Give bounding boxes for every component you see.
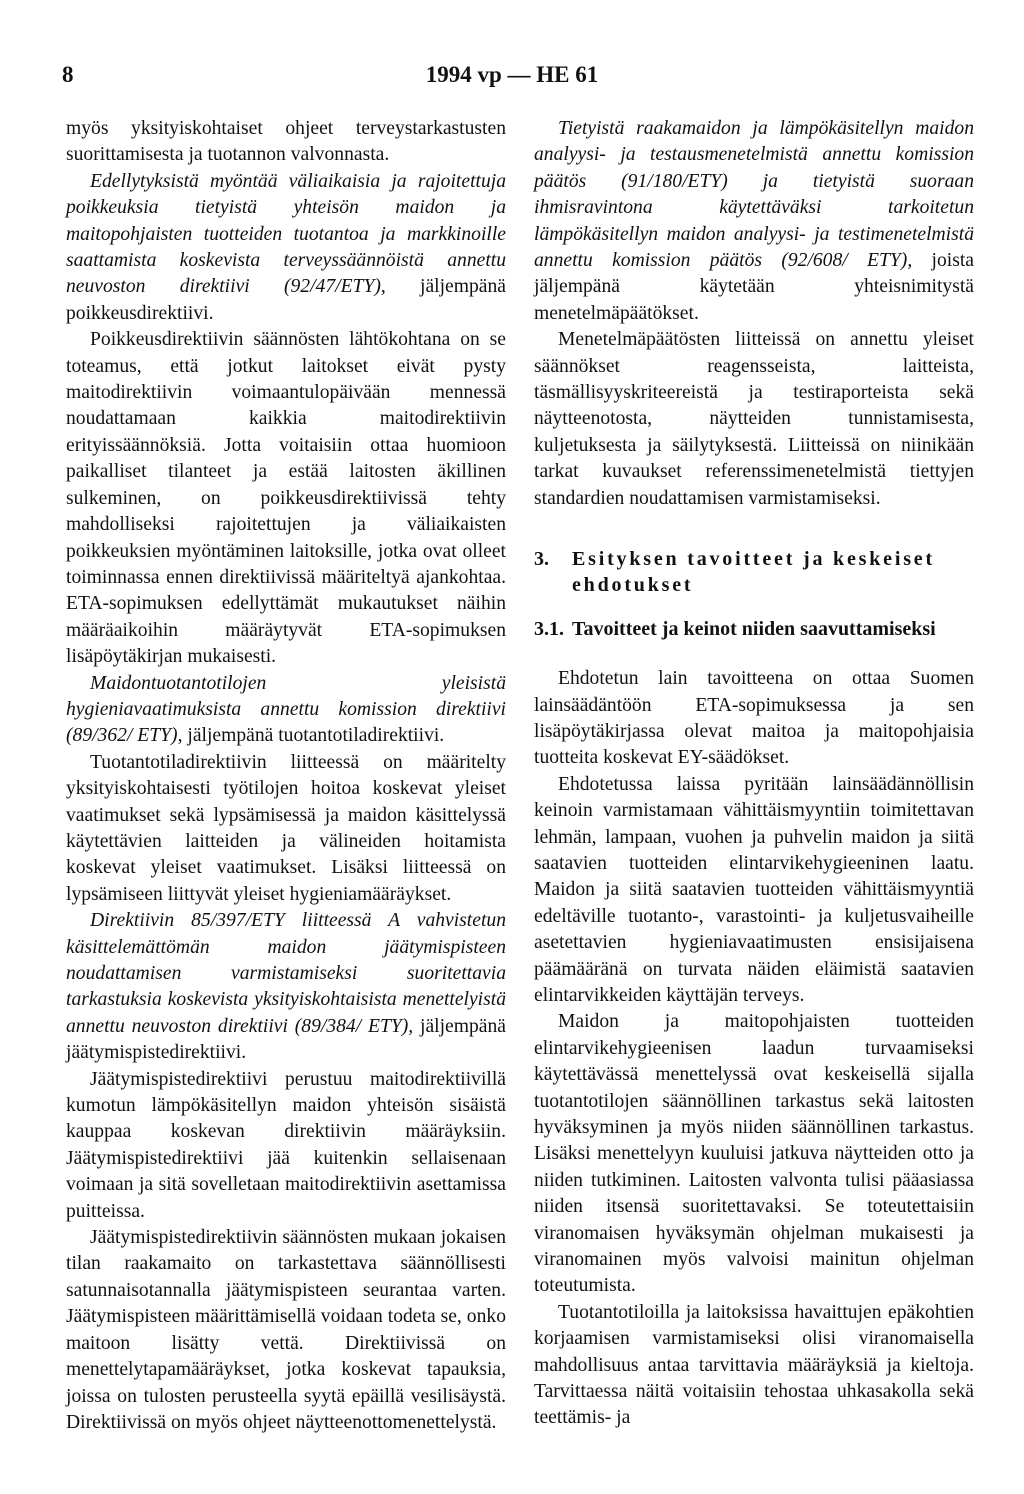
paragraph: Maidon ja maitopohjaisten tuotteiden elintarvikehygieenisen laadun turvaamiseksi käytettävässä menettelyssä ovat keskeisellä sijalla tuotantotilojen säännöllinen tarkastus sekä laitosten hyväksyminen ja myös niiden säännöllinen tarkastus. Lisäksi menettelyyn kuuluisi jatkuva näytteiden otto ja niiden tutkiminen. Laitosten valvonta tulisi pääasiassa niiden itsensä suoritettavaksi. Se toteutettaisiin viranomaisen hyväksymän ohjelman mukaisesti ja viranomainen myös valvoisi mainitun ohjelman toteutumista. xyxy=(534,1011,974,1297)
paragraph: Jäätymispistedirektiivin säännösten mukaan jokaisen tilan raakamaito on tarkastettava säännöllisesti satunnaisotannalla jäätymispisteen seurantaa varten. Jäätymispisteen määrittämisellä voidaan todeta se, onko maitoon lisätty vettä. Direktiivissä on menettelytapamääräykset, jotka koskevat tapauksia, joissa on tulosten perusteella syytä epäillä vesilisäystä. Direktiivissä on myös ohjeet näytteenottomenettelystä. xyxy=(66,1227,506,1433)
paragraph: Poikkeusdirektiivin säännösten lähtökohtana on se toteamus, että jotkut laitokset eivät pysty maitodirektiivin voimaantulopäivään mennessä noudattamaan kaikkia maitodirektiivin erityissäännöksiä. Jotta voitaisiin ottaa huomioon paikalliset tilanteet ja estää laitosten äkillinen sulkeminen, on poikkeusdirektiivissä tehty mahdolliseksi rajoitettujen ja väliaikaisten poikkeuksien myöntäminen laitoksille, jotka ovat olleet toiminnassa ennen direktiivissä määriteltyä ajankohtaa. ETA-sopimuksen edellyttämät mukautukset näihin määräaikoihin määräytyvät ETA-sopimuksen lisäpöytäkirjan mukaisesti. xyxy=(66,329,506,668)
section-number: 3. xyxy=(534,548,549,571)
paragraph: myös yksityiskohtaiset ohjeet terveystarkastusten suorittamisesta ja tuotannon valvonnasta. xyxy=(66,118,506,166)
paragraph: Direktiivin 85/397/ETY liitteessä A vahvistetun käsittelemättömän maidon jäätymispisteen noudattamisen varmistamiseksi suoritettavia tarkastuksia koskevista yksityiskohtaisista menettelyistä annettu neuvoston direktiivi (89/384/ ETY), jäljempänä jäätymispistedirektiivi. xyxy=(66,910,506,1064)
section-heading xyxy=(534,546,974,598)
paragraph: Tuotantotiloilla ja laitoksissa havaittujen epäkohtien korjaamisen varmistamiseksi olisi viranomaisella mahdollisuus antaa tarvittavia määräyksiä ja kieltoja. Tarvittaessa näitä voitaisiin tehostaa uhkasakolla sekä teettämis- ja xyxy=(534,1301,974,1429)
paragraph: Ehdotetun lain tavoitteena on ottaa Suomen lainsäädäntöön ETA-sopimuksessa ja sen lisäpöytäkirjassa olevat maitoa ja maitopohjaisia tuotteita koskevat EY-säädökset. xyxy=(534,668,974,769)
paragraph: Maidontuotantotilojen yleisistä hygieniavaatimuksista annettu komission direktiivi (89/362/ ETY), jäljempänä tuotantotiladirektiivi. xyxy=(66,672,506,747)
subsection-heading xyxy=(534,616,974,642)
left-column xyxy=(66,116,506,1436)
subsection-number: 3.1. xyxy=(534,618,564,641)
paragraph: Tuotantotiladirektiivin liitteessä on määritelty yksityiskohtaisesti työtilojen hoitoa koskevat yleiset vaatimukset sekä lypsämisessä ja maidon käsittelyssä käytettävien laitteiden ja välineiden hoitamista koskevat yleiset vaatimukset. Lisäksi liitteessä on lypsämiseen liittyvät yleiset hygieniamääräykset. xyxy=(66,751,506,905)
subsection-title: Tavoitteet ja keinot niiden saavuttamiseksi xyxy=(572,618,936,641)
right-column xyxy=(534,116,974,1432)
section-title: Esityksen tavoitteet ja keskeiset ehdotukset xyxy=(572,548,935,597)
paragraph: Jäätymispistedirektiivi perustuu maitodirektiivillä kumotun lämpökäsitellyn maidon yhteisön sisäistä kauppaa koskevan direktiivin määräyksiin. Jäätymispistedirektiivi jää kuitenkin sellaisenaan voimaan ja sitä sovelletaan maitodirektiivin asettamissa puitteissa. xyxy=(66,1068,506,1222)
paragraph: Tietyistä raakamaidon ja lämpökäsitellyn maidon analyysi- ja testausmenetelmistä annettu komission päätös (91/180/ETY) ja tietyistä suoraan ihmisravintona käytettäväksi tarkoitetun lämpökäsitellyn maidon analyysi- ja testimenetelmistä annettu komission päätös (92/608/ ETY), joista jäljempänä käytetään yhteisnimitystä menetelmäpäätökset. xyxy=(534,118,974,324)
page-number: 8 xyxy=(62,62,74,87)
paragraph: Menetelmäpäätösten liitteissä on annettu yleiset säännökset reagensseista, laitteista, täsmällisyyskriteereistä ja testiraporteista sekä näytteenotosta, näytteiden tunnistamisesta, kuljetuksesta ja säilytyksestä. Liitteissä on niinikään tarkat kuvaukset referenssimenetelmistä tiettyjen standardien noudattamisen varmistamiseksi. xyxy=(534,329,974,509)
paragraph: Edellytyksistä myöntää väliaikaisia ja rajoitettuja poikkeuksia tietyistä yhteisön maidon ja maitopohjaisten tuotteiden tuotantoa ja markkinoille saattamista koskevista terveyssäännöistä annettu neuvoston direktiivi (92/47/ETY), jäljempänä poikkeusdirektiivi. xyxy=(66,170,506,324)
page-header-title: 1994 vp — HE 61 xyxy=(425,62,599,87)
paragraph: Ehdotetussa laissa pyritään lainsäädännöllisin keinoin varmistamaan vähittäismyyntiin toimitettavan lehmän, lampaan, vuohen ja puhvelin maidon ja siitä saatavien tuotteiden elintarvikehygieeninen laatu. Maidon ja siitä saatavien tuotteiden vähittäismyyntiä edeltäville tuotanto-, varastointi- ja kuljetusvaiheille asetettavien hygieniavaatimusten ensisijaisena päämääränä on turvata näiden eläimistä saatavien elintarvikkeiden käyttäjän terveys. xyxy=(534,773,974,1006)
